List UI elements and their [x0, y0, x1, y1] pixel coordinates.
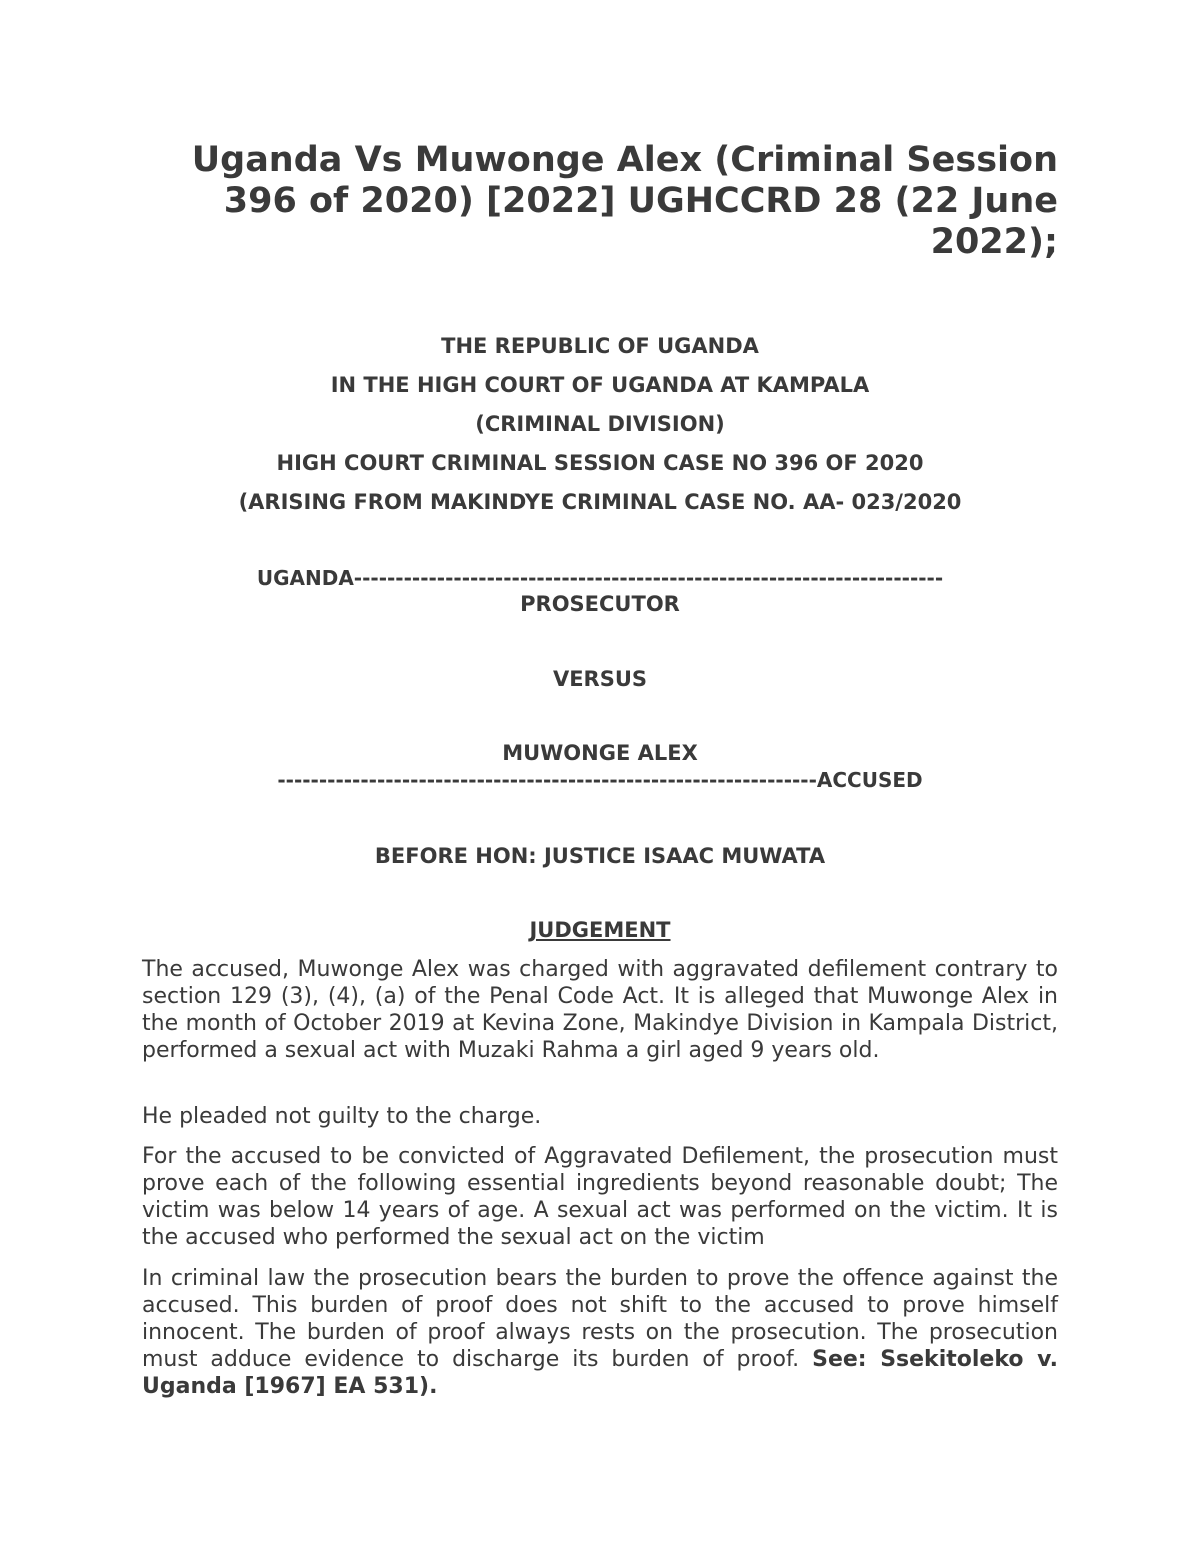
paragraph-burden	[142, 1265, 1058, 1400]
header-case-number: HIGH COURT CRIMINAL SESSION CASE NO 396 OF 2020	[276, 451, 924, 475]
paragraph-plea: He pleaded not guilty to the charge.	[142, 1104, 542, 1129]
citation: See: Ssekitoleko v. Uganda [1967] EA 531).	[142, 1347, 1059, 1399]
judgement-heading: JUDGEMENT	[529, 918, 671, 942]
prosecutor-line: UGANDA-----------------------------------------------------------------------	[256, 566, 944, 590]
header-division: (CRIMINAL DIVISION)	[475, 412, 725, 436]
paragraph-ingredients: For the accused to be convicted of Aggravated Defilement, the prosecution must prove each of the following essential ingredients beyond reasonable doubt; The victim was below 14 years of age. A sexual act was performed on the victim. It is the accused who performed the sexual act on the victim	[142, 1144, 1058, 1250]
header-republic: THE REPUBLIC OF UGANDA	[441, 334, 759, 358]
judge-line: BEFORE HON: JUSTICE ISAAC MUWATA	[374, 844, 826, 868]
accused-line: -----------------------------------------------------------------ACCUSED	[277, 768, 923, 792]
paragraph-charge: The accused, Muwonge Alex was charged with aggravated defilement contrary to section 129 (3), (4), (a) of the Penal Code Act. It is alleged that Muwonge Alex in the month of October 2019 at Kevina Zone, Makindye Division in Kampala District, performed a sexual act with Muzaki Rahma a girl aged 9 years old.	[142, 957, 1058, 1063]
header-court: IN THE HIGH COURT OF UGANDA AT KAMPALA	[330, 373, 870, 397]
header-arising-from: (ARISING FROM MAKINDYE CRIMINAL CASE NO. AA- 023/2020	[238, 490, 962, 514]
versus-label: VERSUS	[552, 667, 648, 691]
prosecutor-role: PROSECUTOR	[520, 592, 680, 616]
accused-name: MUWONGE ALEX	[502, 741, 698, 765]
document-title: Uganda Vs Muwonge Alex (Criminal Session 396 of 2020) [2022] UGHCCRD 28 (22 June 2022);	[191, 140, 1058, 262]
paragraph-burden-text: In criminal law the prosecution bears the burden to prove the offence against the accused. This burden of proof does not shift to the accused to prove himself innocent. The burden of proof always rests on the prosecution. The prosecution must adduce evidence to discharge its burden of proof.	[142, 1266, 1058, 1372]
